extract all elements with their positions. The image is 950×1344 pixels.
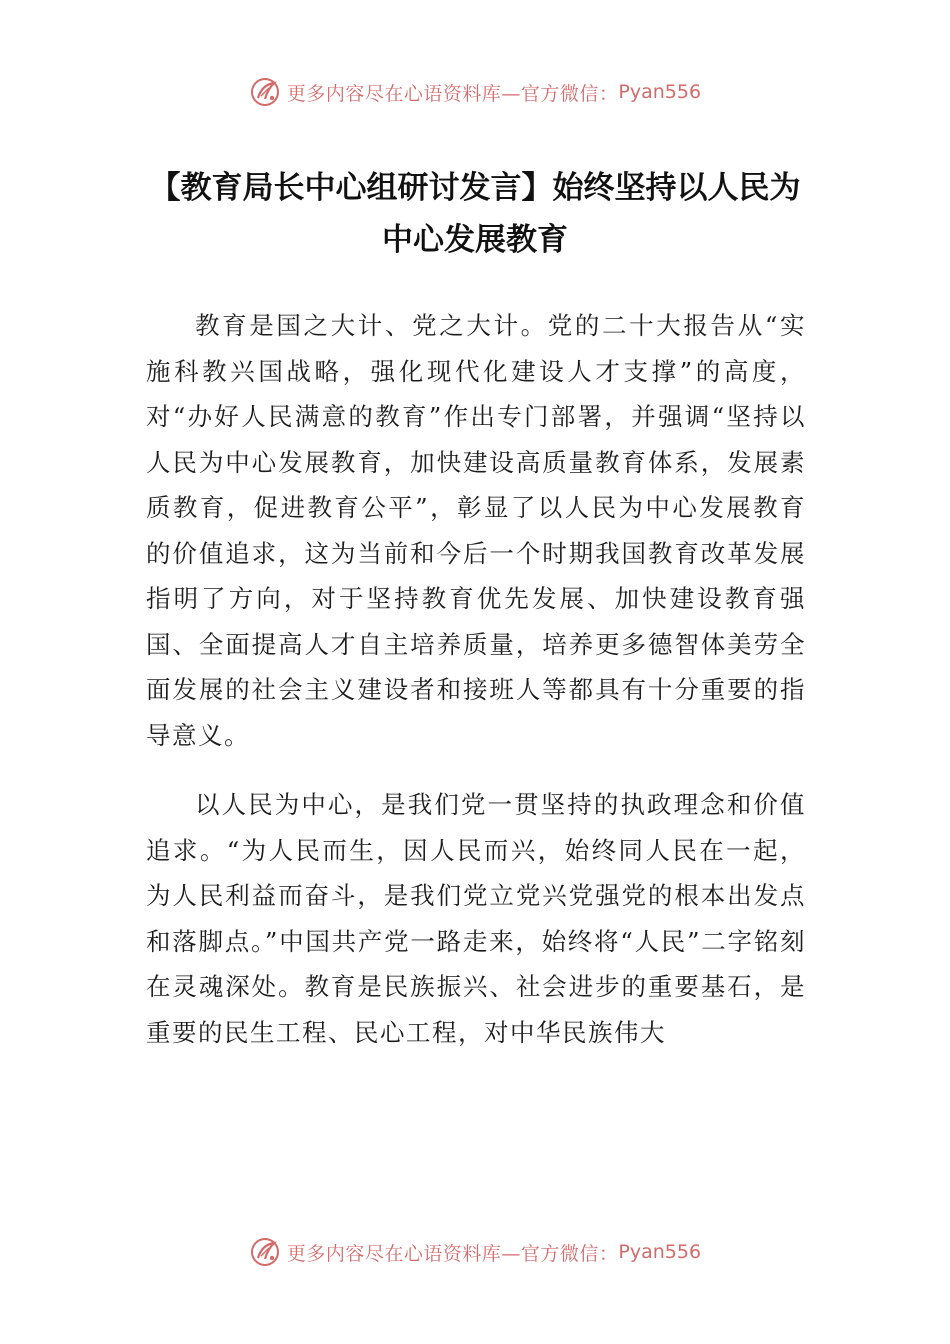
watermark-text: 更多内容尽在心语资料库—官方微信：: [286, 82, 619, 105]
header-watermark: [0, 72, 950, 112]
brand-logo-icon: [249, 1236, 281, 1268]
watermark-text: 更多内容尽在心语资料库—官方微信：: [286, 1242, 619, 1265]
brand-logo-icon: [249, 76, 281, 108]
paragraph: 以人民为中心，是我们党一贯坚持的执政理念和价值追求。“为人民而生，因人民而兴，始终同人民在一起，为人民利益而奋斗，是我们党立党兴党强党的根本出发点和落脚点。”中国共产党一路走来，始终将“人民”二字铭刻在灵魂深处。教育是民族振兴、社会进步的重要基石，是重要的民生工程、民心工程，对中华民族伟大: [146, 790, 806, 1047]
paragraph: 教育是国之大计、党之大计。党的二十大报告从“实施科教兴国战略，强化现代化建设人才支撑”的高度，对“办好人民满意的教育”作出专门部署，并强调“坚持以人民为中心发展教育，加快建设高质量教育体系，发展素质教育，促进教育公平”，彰显了以人民为中心发展教育的价值追求，这为当前和今后一个时期我国教育改革发展指明了方向，对于坚持教育优先发展、加快建设教育强国、全面提高人才自主培养质量，培养更多德智体美劳全面发展的社会主义建设者和接班人等都具有十分重要的指导意义。: [146, 311, 806, 750]
document-title: 【教育局长中心组研讨发言】始终坚持以人民为中心发展教育: [149, 170, 801, 258]
watermark-wechat-id: Pyan556: [618, 1241, 702, 1263]
watermark-wechat-id: Pyan556: [618, 81, 702, 103]
footer-watermark: [0, 1232, 950, 1272]
